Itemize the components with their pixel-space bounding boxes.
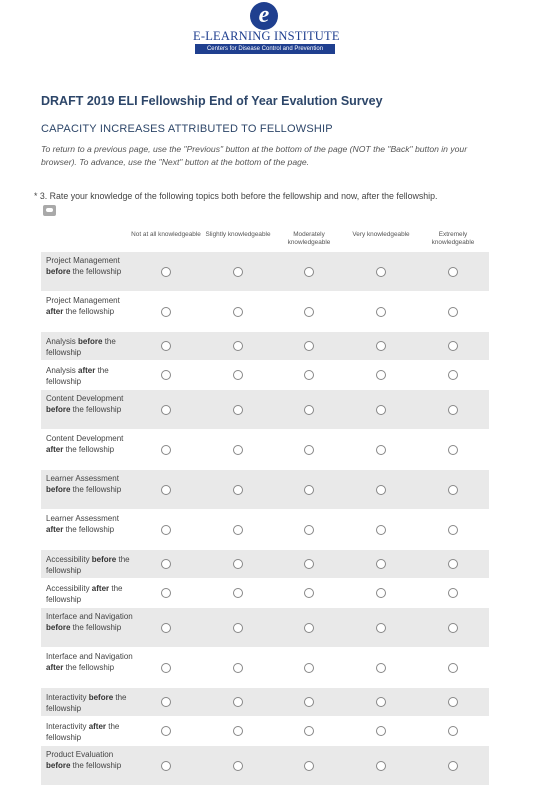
radio-option[interactable] xyxy=(448,761,458,771)
radio-option[interactable] xyxy=(161,307,171,317)
radio-option[interactable] xyxy=(304,761,314,771)
logo-name: E-LEARNING INSTITUTE xyxy=(193,29,340,43)
radio-option[interactable] xyxy=(376,525,386,535)
row-label-timing: after xyxy=(46,307,64,317)
row-label xyxy=(46,749,134,771)
matrix-row xyxy=(41,746,489,786)
column-header: Extremely knowledgeable xyxy=(431,231,475,246)
matrix-row xyxy=(41,361,489,390)
radio-option[interactable] xyxy=(376,663,386,673)
radio-option[interactable] xyxy=(376,405,386,415)
radio-option[interactable] xyxy=(304,588,314,598)
radio-option[interactable] xyxy=(304,559,314,569)
matrix-row xyxy=(41,292,489,332)
row-label xyxy=(46,393,134,415)
row-label-suffix: the fellowship xyxy=(46,555,130,576)
row-label xyxy=(46,473,134,495)
row-label-timing: before xyxy=(46,405,71,415)
row-label-topic: Interface and Navigation xyxy=(46,612,133,621)
radio-option[interactable] xyxy=(233,588,243,598)
column-header: Moderately knowledgeable xyxy=(287,231,331,246)
radio-option[interactable] xyxy=(376,761,386,771)
row-label-suffix: the fellowship xyxy=(70,761,122,771)
radio-option[interactable] xyxy=(448,623,458,633)
radio-option[interactable] xyxy=(304,405,314,415)
radio-option[interactable] xyxy=(448,559,458,569)
radio-option[interactable] xyxy=(233,405,243,415)
radio-option[interactable] xyxy=(161,697,171,707)
row-label-timing: after xyxy=(88,722,107,731)
radio-option[interactable] xyxy=(233,559,243,569)
radio-option[interactable] xyxy=(376,485,386,495)
comment-icon[interactable] xyxy=(43,205,56,216)
row-label-suffix: the fellowship xyxy=(63,663,115,673)
radio-option[interactable] xyxy=(304,525,314,535)
column-header: Not at all knowledgeable xyxy=(131,231,201,238)
radio-option[interactable] xyxy=(376,726,386,736)
matrix-row xyxy=(41,332,489,361)
page-title: CAPACITY INCREASES ATTRIBUTED TO FELLOWSHIP xyxy=(41,123,333,135)
row-label-topic: Accessibility xyxy=(46,584,92,593)
row-label-timing: before xyxy=(46,267,71,277)
column-header: Very knowledgeable xyxy=(352,231,410,238)
radio-option[interactable] xyxy=(161,559,171,569)
matrix-row xyxy=(41,648,489,688)
matrix-row xyxy=(41,430,489,470)
row-label xyxy=(46,554,134,576)
row-label-suffix: the fellowship xyxy=(63,525,115,535)
radio-option[interactable] xyxy=(376,559,386,569)
radio-option[interactable] xyxy=(304,663,314,673)
radio-option[interactable] xyxy=(448,697,458,707)
row-label-topic: Content Development xyxy=(46,434,124,443)
radio-option[interactable] xyxy=(376,623,386,633)
radio-option[interactable] xyxy=(304,307,314,317)
page-description: To return to a previous page, use the "Previous" button at the bottom of the page (NOT the "Back" button in your browser). To advance, use the "Next" button at the bottom of the page. xyxy=(41,144,468,167)
matrix-row xyxy=(41,470,489,510)
radio-option[interactable] xyxy=(448,588,458,598)
matrix-rows xyxy=(41,252,489,786)
row-label xyxy=(46,336,134,358)
row-label xyxy=(46,611,134,633)
row-label-topic: Content Development xyxy=(46,394,124,403)
radio-option[interactable] xyxy=(376,307,386,317)
radio-option[interactable] xyxy=(304,267,314,277)
radio-option[interactable] xyxy=(161,267,171,277)
matrix-header xyxy=(41,231,489,252)
column-header: Slightly knowledgeable xyxy=(205,231,271,238)
radio-option[interactable] xyxy=(448,267,458,277)
radio-option[interactable] xyxy=(304,623,314,633)
row-label-topic: Accessibility xyxy=(46,555,92,564)
row-label-suffix: the fellowship xyxy=(70,267,122,277)
row-label-topic: Analysis xyxy=(46,337,79,346)
radio-option[interactable] xyxy=(448,370,458,380)
matrix-row xyxy=(41,608,489,648)
radio-option[interactable] xyxy=(233,697,243,707)
radio-option[interactable] xyxy=(233,525,243,535)
row-label-topic: Interactivity xyxy=(46,722,89,731)
radio-option[interactable] xyxy=(233,370,243,380)
row-label-topic: Interactivity xyxy=(46,693,89,702)
row-label-suffix: the fellowship xyxy=(63,445,115,455)
row-label-timing: before xyxy=(91,555,117,564)
row-label-suffix: the fellowship xyxy=(46,584,123,605)
radio-option[interactable] xyxy=(233,623,243,633)
matrix-row xyxy=(41,688,489,717)
radio-option[interactable] xyxy=(161,525,171,535)
matrix-grid xyxy=(41,231,489,786)
row-label-topic: Project Management xyxy=(46,256,120,265)
radio-option[interactable] xyxy=(233,485,243,495)
row-label-timing: before xyxy=(78,337,103,346)
radio-option[interactable] xyxy=(233,307,243,317)
radio-option[interactable] xyxy=(376,267,386,277)
radio-option[interactable] xyxy=(161,445,171,455)
radio-option[interactable] xyxy=(161,623,171,633)
row-label-topic: Learner Assessment xyxy=(46,474,119,483)
radio-option[interactable] xyxy=(448,341,458,351)
row-label xyxy=(46,295,134,317)
radio-option[interactable] xyxy=(161,405,171,415)
radio-option[interactable] xyxy=(376,697,386,707)
row-label-timing: before xyxy=(46,485,71,495)
radio-option[interactable] xyxy=(161,761,171,771)
radio-option[interactable] xyxy=(376,588,386,598)
logo-mark: e xyxy=(250,2,278,30)
row-label xyxy=(46,583,134,605)
row-label-topic: Interface and Navigation xyxy=(46,652,133,661)
row-label-timing: after xyxy=(46,525,64,535)
row-label-suffix: the fellowship xyxy=(46,693,127,714)
radio-option[interactable] xyxy=(233,267,243,277)
question-text xyxy=(34,191,437,201)
row-label-timing: after xyxy=(46,445,64,455)
row-label xyxy=(46,513,134,535)
row-label-suffix: the fellowship xyxy=(46,366,109,387)
radio-option[interactable] xyxy=(448,663,458,673)
row-label-timing: before xyxy=(46,623,71,633)
radio-option[interactable] xyxy=(233,726,243,736)
matrix-row xyxy=(41,390,489,430)
row-label-suffix: the fellowship xyxy=(46,337,116,358)
matrix-row xyxy=(41,252,489,292)
radio-option[interactable] xyxy=(448,405,458,415)
matrix-row xyxy=(41,550,489,579)
radio-option[interactable] xyxy=(233,663,243,673)
radio-option[interactable] xyxy=(161,663,171,673)
row-label xyxy=(46,433,134,455)
row-label xyxy=(46,721,134,743)
row-label-topic: Learner Assessment xyxy=(46,514,119,523)
radio-option[interactable] xyxy=(376,445,386,455)
row-label-suffix: the fellowship xyxy=(70,485,122,495)
radio-option[interactable] xyxy=(161,341,171,351)
radio-option[interactable] xyxy=(304,697,314,707)
row-label-timing: after xyxy=(78,366,96,375)
survey-title: DRAFT 2019 ELI Fellowship End of Year Evalution Survey xyxy=(41,94,383,108)
radio-option[interactable] xyxy=(233,445,243,455)
radio-option[interactable] xyxy=(304,370,314,380)
matrix-row xyxy=(41,717,489,746)
row-label-suffix: the fellowship xyxy=(70,623,122,633)
radio-option[interactable] xyxy=(448,445,458,455)
row-label-topic: Product Evaluation xyxy=(46,750,114,759)
radio-option[interactable] xyxy=(376,370,386,380)
row-label xyxy=(46,255,134,277)
required-mark: * xyxy=(34,191,38,201)
radio-option[interactable] xyxy=(448,485,458,495)
radio-option[interactable] xyxy=(304,445,314,455)
radio-option[interactable] xyxy=(304,726,314,736)
matrix-row xyxy=(41,510,489,550)
row-label-topic: Analysis xyxy=(46,366,79,375)
row-label xyxy=(46,692,134,714)
row-label xyxy=(46,651,134,673)
row-label-timing: after xyxy=(46,663,64,673)
radio-option[interactable] xyxy=(448,726,458,736)
row-label-suffix: the fellowship xyxy=(46,722,120,743)
row-label-timing: after xyxy=(91,584,110,593)
row-label-suffix: the fellowship xyxy=(63,307,115,317)
radio-option[interactable] xyxy=(233,341,243,351)
radio-option[interactable] xyxy=(161,485,171,495)
radio-option[interactable] xyxy=(304,485,314,495)
radio-option[interactable] xyxy=(448,307,458,317)
row-label-timing: before xyxy=(46,761,71,771)
eli-logo xyxy=(193,2,340,54)
logo-subtitle: Centers for Disease Control and Prevention xyxy=(195,44,335,54)
radio-option[interactable] xyxy=(161,726,171,736)
radio-option[interactable] xyxy=(448,525,458,535)
radio-option[interactable] xyxy=(233,761,243,771)
row-label-suffix: the fellowship xyxy=(70,405,122,415)
matrix-row xyxy=(41,579,489,608)
radio-option[interactable] xyxy=(376,341,386,351)
row-label xyxy=(46,365,134,387)
row-label-timing: before xyxy=(88,693,114,702)
radio-option[interactable] xyxy=(304,341,314,351)
radio-option[interactable] xyxy=(161,588,171,598)
radio-option[interactable] xyxy=(161,370,171,380)
question-label: 3. Rate your knowledge of the following topics both before the fellowship and now, after the fellowship. xyxy=(39,191,438,201)
row-label-topic: Project Management xyxy=(46,296,120,305)
